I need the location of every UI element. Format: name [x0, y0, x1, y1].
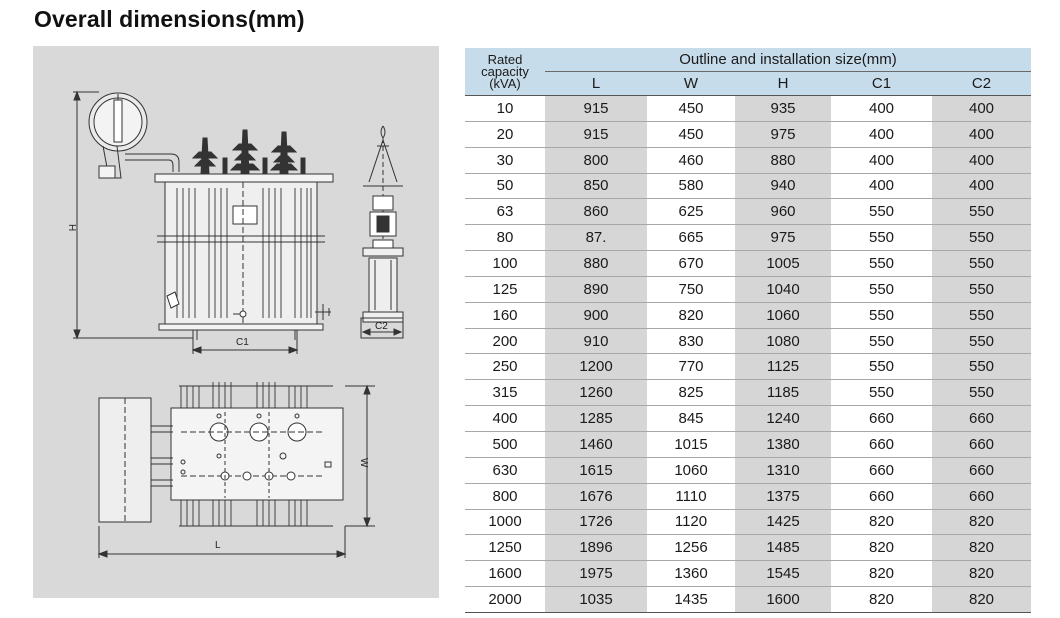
cell-capacity: 630	[465, 457, 545, 483]
table-row	[465, 509, 1031, 535]
cell-c1: 820	[831, 509, 932, 535]
cell-capacity: 125	[465, 276, 545, 302]
dimension-label-h: H	[66, 224, 77, 232]
cell-capacity: 20	[465, 121, 545, 147]
cell-capacity: 30	[465, 147, 545, 173]
cell-capacity: 1250	[465, 535, 545, 561]
cell-w: 450	[647, 96, 735, 122]
cell-c1: 820	[831, 587, 932, 613]
cell-w: 625	[647, 199, 735, 225]
cell-capacity: 500	[465, 431, 545, 457]
cell-c2: 660	[932, 457, 1031, 483]
cell-w: 1120	[647, 509, 735, 535]
cell-w: 1256	[647, 535, 735, 561]
cell-h: 940	[735, 173, 831, 199]
cell-h: 935	[735, 96, 831, 122]
cell-c1: 550	[831, 225, 932, 251]
header-col-l: L	[545, 72, 647, 96]
cell-c2: 660	[932, 406, 1031, 432]
table-row	[465, 147, 1031, 173]
table-row	[465, 173, 1031, 199]
cell-l: 1200	[545, 354, 647, 380]
cell-w: 770	[647, 354, 735, 380]
header-rated-line-1: Rated	[487, 51, 523, 67]
table-row	[465, 96, 1031, 122]
cell-c2: 550	[932, 328, 1031, 354]
cell-h: 1125	[735, 354, 831, 380]
table-body	[465, 96, 1031, 613]
cell-c2: 820	[932, 561, 1031, 587]
cell-c2: 820	[932, 535, 1031, 561]
table-row	[465, 354, 1031, 380]
table-row	[465, 328, 1031, 354]
cell-w: 1435	[647, 587, 735, 613]
cell-h: 1185	[735, 380, 831, 406]
cell-h: 880	[735, 147, 831, 173]
cell-w: 1360	[647, 561, 735, 587]
cell-l: 1975	[545, 561, 647, 587]
cell-w: 665	[647, 225, 735, 251]
cell-l: 915	[545, 96, 647, 122]
dimension-label-w: W	[358, 458, 369, 468]
cell-w: 1110	[647, 483, 735, 509]
table-row	[465, 587, 1031, 613]
cell-capacity: 200	[465, 328, 545, 354]
cell-capacity: 1600	[465, 561, 545, 587]
dimension-label-c2: C2	[375, 321, 388, 332]
table-row	[465, 561, 1031, 587]
cell-l: 1460	[545, 431, 647, 457]
cell-c1: 400	[831, 147, 932, 173]
table-row	[465, 251, 1031, 277]
cell-l: 890	[545, 276, 647, 302]
cell-capacity: 80	[465, 225, 545, 251]
cell-c2: 820	[932, 587, 1031, 613]
cell-c1: 550	[831, 302, 932, 328]
header-col-c1: C1	[831, 72, 932, 96]
cell-w: 750	[647, 276, 735, 302]
cell-capacity: 10	[465, 96, 545, 122]
cell-c1: 400	[831, 121, 932, 147]
cell-c1: 660	[831, 431, 932, 457]
table-row	[465, 302, 1031, 328]
cell-c1: 660	[831, 457, 932, 483]
cell-c1: 660	[831, 406, 932, 432]
table-row	[465, 483, 1031, 509]
cell-w: 1060	[647, 457, 735, 483]
cell-c1: 660	[831, 483, 932, 509]
cell-w: 820	[647, 302, 735, 328]
table-row	[465, 225, 1031, 251]
cell-h: 1060	[735, 302, 831, 328]
cell-capacity: 400	[465, 406, 545, 432]
cell-l: 880	[545, 251, 647, 277]
header-rated-line-3: (kVA)	[489, 75, 521, 91]
cell-l: 1035	[545, 587, 647, 613]
table-row	[465, 121, 1031, 147]
cell-h: 975	[735, 225, 831, 251]
cell-l: 1260	[545, 380, 647, 406]
cell-w: 830	[647, 328, 735, 354]
transformer-drawing-panel	[33, 46, 439, 598]
cell-l: 87.	[545, 225, 647, 251]
header-rated-capacity	[465, 48, 545, 96]
cell-c2: 400	[932, 96, 1031, 122]
header-rated-line-2: capacity	[481, 63, 529, 79]
cell-c2: 550	[932, 199, 1031, 225]
table-row	[465, 535, 1031, 561]
cell-h: 1485	[735, 535, 831, 561]
cell-w: 450	[647, 121, 735, 147]
table-row	[465, 431, 1031, 457]
cell-capacity: 2000	[465, 587, 545, 613]
cell-h: 1375	[735, 483, 831, 509]
cell-l: 915	[545, 121, 647, 147]
cell-capacity: 50	[465, 173, 545, 199]
table-row	[465, 406, 1031, 432]
cell-h: 1040	[735, 276, 831, 302]
cell-h: 1425	[735, 509, 831, 535]
transformer-outline-drawing	[33, 46, 439, 598]
cell-l: 1676	[545, 483, 647, 509]
dimension-label-l: L	[215, 540, 221, 551]
cell-c1: 820	[831, 535, 932, 561]
cell-c2: 660	[932, 431, 1031, 457]
cell-capacity: 160	[465, 302, 545, 328]
cell-l: 860	[545, 199, 647, 225]
cell-c2: 820	[932, 509, 1031, 535]
cell-l: 1285	[545, 406, 647, 432]
cell-l: 910	[545, 328, 647, 354]
cell-c2: 400	[932, 147, 1031, 173]
cell-h: 1380	[735, 431, 831, 457]
header-col-w: W	[647, 72, 735, 96]
cell-w: 460	[647, 147, 735, 173]
cell-h: 1080	[735, 328, 831, 354]
cell-c2: 550	[932, 380, 1031, 406]
table-row	[465, 457, 1031, 483]
cell-capacity: 1000	[465, 509, 545, 535]
cell-capacity: 800	[465, 483, 545, 509]
cell-c1: 820	[831, 561, 932, 587]
cell-c1: 550	[831, 328, 932, 354]
dimensions-table	[465, 48, 1031, 613]
cell-c2: 660	[932, 483, 1031, 509]
cell-w: 845	[647, 406, 735, 432]
cell-l: 1615	[545, 457, 647, 483]
cell-h: 960	[735, 199, 831, 225]
cell-c2: 400	[932, 173, 1031, 199]
cell-l: 800	[545, 147, 647, 173]
cell-capacity: 315	[465, 380, 545, 406]
cell-h: 975	[735, 121, 831, 147]
cell-capacity: 250	[465, 354, 545, 380]
cell-capacity: 100	[465, 251, 545, 277]
cell-c2: 550	[932, 276, 1031, 302]
cell-w: 670	[647, 251, 735, 277]
cell-capacity: 63	[465, 199, 545, 225]
cell-c1: 550	[831, 251, 932, 277]
cell-w: 1015	[647, 431, 735, 457]
cell-c1: 400	[831, 173, 932, 199]
table-row	[465, 380, 1031, 406]
cell-h: 1545	[735, 561, 831, 587]
cell-c2: 400	[932, 121, 1031, 147]
cell-c1: 550	[831, 380, 932, 406]
header-col-c2: C2	[932, 72, 1031, 96]
table-row	[465, 276, 1031, 302]
cell-l: 850	[545, 173, 647, 199]
cell-c1: 400	[831, 96, 932, 122]
header-col-h: H	[735, 72, 831, 96]
cell-c2: 550	[932, 251, 1031, 277]
page-title: Overall dimensions(mm)	[34, 6, 305, 32]
cell-c1: 550	[831, 354, 932, 380]
cell-h: 1310	[735, 457, 831, 483]
cell-l: 900	[545, 302, 647, 328]
cell-c1: 550	[831, 199, 932, 225]
cell-l: 1896	[545, 535, 647, 561]
cell-w: 825	[647, 380, 735, 406]
cell-l: 1726	[545, 509, 647, 535]
cell-h: 1005	[735, 251, 831, 277]
cell-c2: 550	[932, 354, 1031, 380]
cell-c2: 550	[932, 225, 1031, 251]
header-outline-size: Outline and installation size(mm)	[545, 48, 1031, 72]
dimension-label-c1: C1	[236, 337, 249, 348]
cell-c2: 550	[932, 302, 1031, 328]
table-row	[465, 199, 1031, 225]
cell-h: 1600	[735, 587, 831, 613]
cell-h: 1240	[735, 406, 831, 432]
cell-c1: 550	[831, 276, 932, 302]
cell-w: 580	[647, 173, 735, 199]
